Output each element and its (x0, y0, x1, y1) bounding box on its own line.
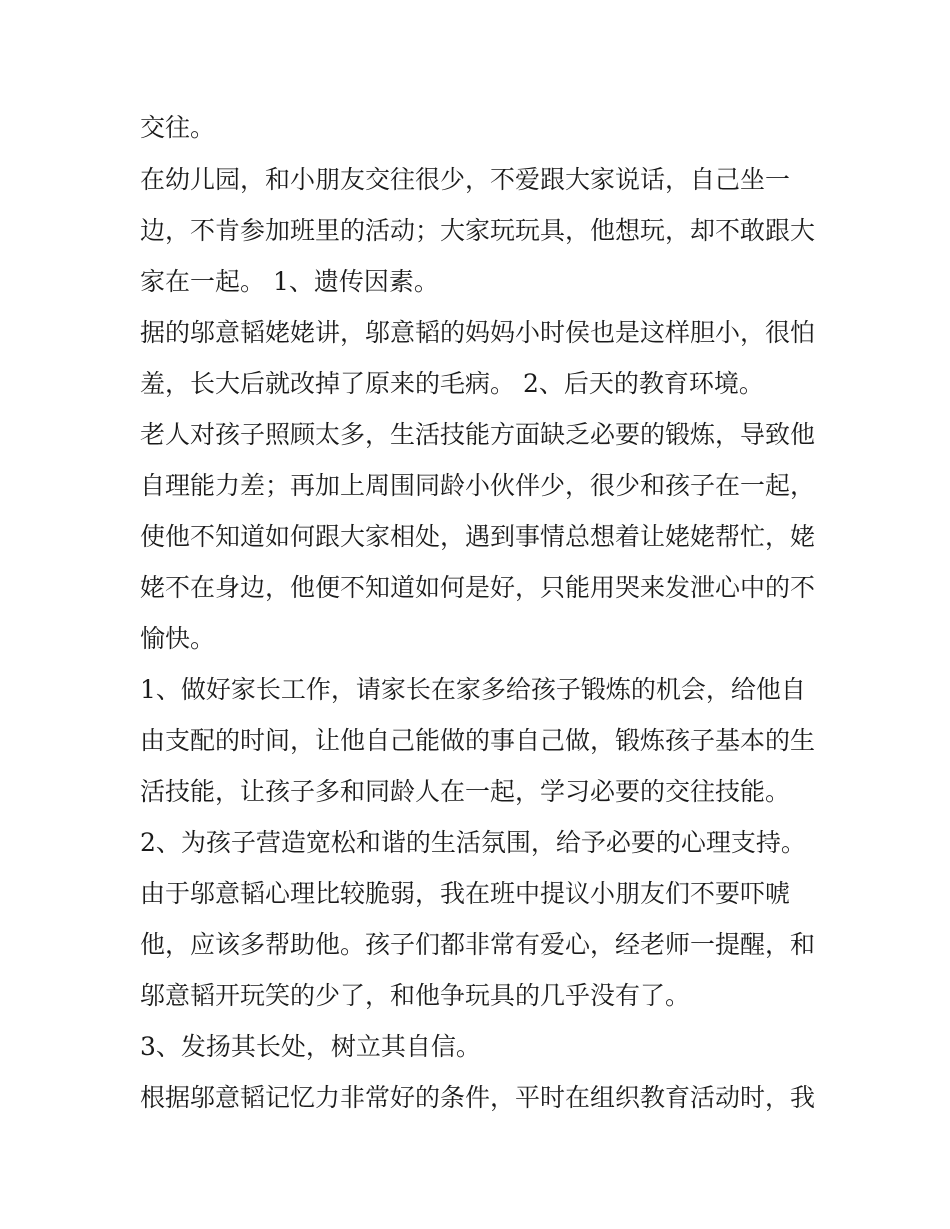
text-line: 据的邬意韬姥姥讲，邬意韬的妈妈小时侯也是这样胆小，很怕 (140, 318, 816, 347)
text-line: 他，应该多帮助他。孩子们都非常有爱心，经老师一提醒，和 (140, 930, 816, 959)
text-line: 交往。 (140, 113, 216, 142)
text-line: 愉快。 (140, 624, 216, 653)
text-line: 由支配的时间，让他自己能做的事自己做，锻炼孩子基本的生 (140, 726, 816, 755)
text-line: 自理能力差；再加上周围同龄小伙伴少，很少和孩子在一起， (140, 471, 816, 500)
text-line: 羞，长大后就改掉了原来的毛病。 2、后天的教育环境。 (140, 369, 764, 398)
text-line: 家在一起。 1、遗传因素。 (140, 267, 439, 296)
text-line: 由于邬意韬心理比较脆弱，我在班中提议小朋友们不要吓唬 (140, 879, 791, 908)
text-line: 1、做好家长工作，请家长在家多给孩子锻炼的机会，给他自 (140, 675, 806, 704)
text-line: 3、发扬其长处，树立其自信。 (140, 1032, 481, 1061)
text-line: 根据邬意韬记忆力非常好的条件，平时在组织教育活动时，我 (140, 1083, 816, 1112)
text-line: 邬意韬开玩笑的少了，和他争玩具的几乎没有了。 (140, 981, 691, 1010)
text-line: 边，不肯参加班里的活动；大家玩玩具，他想玩，却不敢跟大 (140, 216, 816, 245)
text-line: 活技能，让孩子多和同龄人在一起，学习必要的交往技能。 (140, 777, 791, 806)
text-line: 在幼儿园，和小朋友交往很少，不爱跟大家说话，自己坐一 (140, 165, 791, 194)
text-line: 2、为孩子营造宽松和谐的生活氛围，给予必要的心理支持。 (140, 828, 806, 857)
text-line: 使他不知道如何跟大家相处，遇到事情总想着让姥姥帮忙，姥 (140, 522, 816, 551)
text-line: 姥不在身边，他便不知道如何是好，只能用哭来发泄心中的不 (140, 573, 816, 602)
text-line: 老人对孩子照顾太多，生活技能方面缺乏必要的锻炼，导致他 (140, 420, 816, 449)
